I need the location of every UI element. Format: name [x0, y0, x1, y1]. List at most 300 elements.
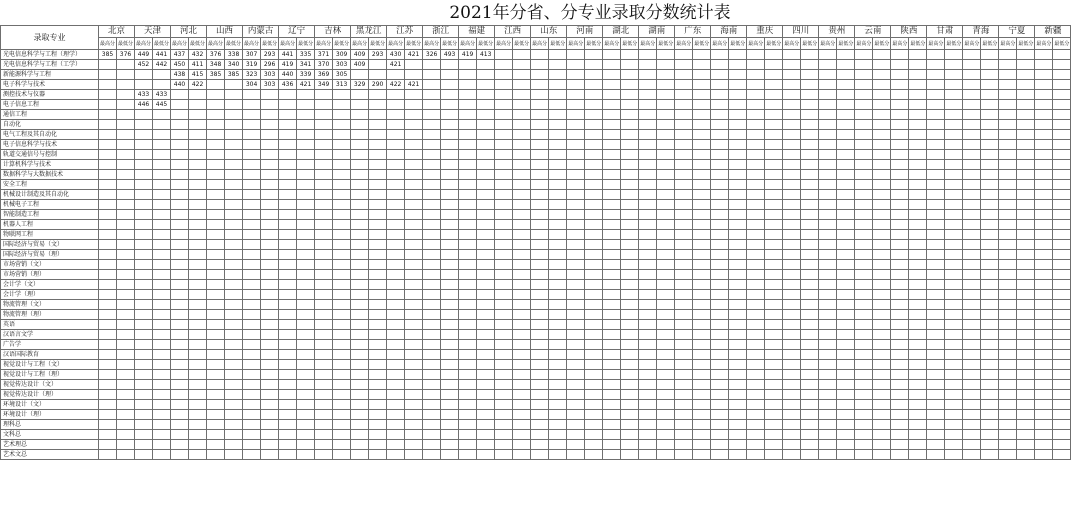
score-cell	[639, 260, 657, 270]
score-cell	[513, 390, 531, 400]
score-cell	[171, 450, 189, 460]
score-cell	[963, 330, 981, 340]
score-cell	[801, 70, 819, 80]
score-cell	[639, 120, 657, 130]
score-cell	[405, 190, 423, 200]
score-cell	[639, 230, 657, 240]
score-cell	[1017, 80, 1035, 90]
table-row	[1, 430, 1071, 440]
score-cell	[711, 220, 729, 230]
score-cell	[819, 190, 837, 200]
score-cell: 370	[315, 60, 333, 70]
score-cell	[441, 130, 459, 140]
score-cell	[999, 410, 1017, 420]
score-cell	[135, 310, 153, 320]
score-cell	[243, 300, 261, 310]
min-score-header: 最低分	[801, 38, 819, 50]
score-cell	[423, 360, 441, 370]
score-cell	[765, 300, 783, 310]
score-cell	[1035, 170, 1053, 180]
score-cell	[477, 180, 495, 190]
score-cell: 413	[477, 50, 495, 60]
score-cell	[981, 450, 999, 460]
score-cell	[603, 350, 621, 360]
score-cell	[657, 130, 675, 140]
score-cell	[747, 380, 765, 390]
score-cell	[171, 260, 189, 270]
min-score-header: 最低分	[225, 38, 243, 50]
score-cell	[513, 360, 531, 370]
score-cell	[369, 280, 387, 290]
score-cell	[117, 360, 135, 370]
score-cell	[567, 250, 585, 260]
score-cell	[423, 300, 441, 310]
score-cell	[297, 160, 315, 170]
score-cell	[207, 390, 225, 400]
score-cell	[387, 390, 405, 400]
score-cell	[117, 280, 135, 290]
score-cell	[549, 340, 567, 350]
score-cell	[729, 90, 747, 100]
score-cell	[135, 180, 153, 190]
score-cell	[981, 120, 999, 130]
score-cell	[801, 170, 819, 180]
score-cell	[837, 90, 855, 100]
score-cell	[333, 350, 351, 360]
score-cell	[369, 100, 387, 110]
score-cell	[135, 440, 153, 450]
score-cell	[1035, 320, 1053, 330]
score-cell	[603, 130, 621, 140]
score-cell	[297, 210, 315, 220]
score-cell	[909, 110, 927, 120]
score-cell	[1053, 190, 1071, 200]
score-cell	[657, 80, 675, 90]
score-cell	[963, 340, 981, 350]
score-cell	[711, 100, 729, 110]
score-cell	[801, 390, 819, 400]
score-cell	[981, 440, 999, 450]
score-cell	[531, 390, 549, 400]
score-cell	[315, 360, 333, 370]
score-cell	[225, 210, 243, 220]
score-cell	[315, 250, 333, 260]
score-cell	[423, 240, 441, 250]
score-cell	[891, 180, 909, 190]
score-cell	[99, 300, 117, 310]
score-cell	[603, 310, 621, 320]
score-cell	[873, 110, 891, 120]
score-cell	[459, 210, 477, 220]
score-cell	[495, 280, 513, 290]
score-cell	[513, 330, 531, 340]
score-cell: 323	[243, 70, 261, 80]
score-cell: 432	[189, 50, 207, 60]
score-cell	[783, 220, 801, 230]
score-cell	[1053, 170, 1071, 180]
score-cell	[189, 180, 207, 190]
score-cell	[279, 270, 297, 280]
score-cell	[855, 220, 873, 230]
province-header: 福建	[459, 26, 495, 38]
score-cell	[1053, 180, 1071, 190]
score-cell	[207, 260, 225, 270]
score-cell: 421	[387, 60, 405, 70]
score-cell	[495, 60, 513, 70]
score-cell	[837, 170, 855, 180]
score-cell	[405, 430, 423, 440]
score-cell	[1053, 370, 1071, 380]
score-cell	[1035, 330, 1053, 340]
score-cell	[891, 410, 909, 420]
score-cell	[675, 90, 693, 100]
score-cell	[963, 170, 981, 180]
score-cell	[351, 360, 369, 370]
score-cell	[981, 90, 999, 100]
score-cell	[279, 100, 297, 110]
score-cell	[945, 450, 963, 460]
score-cell	[999, 350, 1017, 360]
score-cell	[513, 100, 531, 110]
score-cell	[801, 100, 819, 110]
score-cell	[873, 180, 891, 190]
score-cell	[765, 190, 783, 200]
score-cell	[387, 210, 405, 220]
score-cell	[351, 340, 369, 350]
min-score-header: 最低分	[909, 38, 927, 50]
score-cell	[405, 170, 423, 180]
score-cell	[369, 90, 387, 100]
score-cell	[1035, 420, 1053, 430]
score-cell	[441, 160, 459, 170]
score-cell	[675, 230, 693, 240]
score-cell	[477, 240, 495, 250]
score-cell	[387, 360, 405, 370]
score-cell: 303	[333, 60, 351, 70]
score-cell	[387, 320, 405, 330]
score-cell	[189, 140, 207, 150]
score-cell	[765, 360, 783, 370]
score-cell	[405, 340, 423, 350]
score-cell	[153, 170, 171, 180]
score-cell	[243, 280, 261, 290]
score-cell	[621, 350, 639, 360]
major-name: 市场营销（文）	[1, 260, 99, 270]
score-cell	[297, 100, 315, 110]
score-cell	[441, 190, 459, 200]
score-cell	[909, 210, 927, 220]
score-cell	[783, 230, 801, 240]
score-cell	[819, 350, 837, 360]
score-cell	[909, 180, 927, 190]
score-cell	[333, 440, 351, 450]
score-cell: 335	[297, 50, 315, 60]
score-cell	[567, 420, 585, 430]
score-cell	[423, 260, 441, 270]
score-cell	[621, 430, 639, 440]
score-cell	[135, 150, 153, 160]
score-cell	[675, 330, 693, 340]
score-cell	[603, 70, 621, 80]
score-cell	[189, 100, 207, 110]
score-cell	[171, 230, 189, 240]
score-cell	[117, 370, 135, 380]
score-cell	[225, 160, 243, 170]
score-cell	[207, 250, 225, 260]
score-cell	[1017, 390, 1035, 400]
score-cell	[441, 270, 459, 280]
province-header: 海南	[711, 26, 747, 38]
score-cell	[603, 260, 621, 270]
score-cell	[639, 110, 657, 120]
score-cell	[909, 90, 927, 100]
score-cell	[963, 390, 981, 400]
score-cell	[423, 110, 441, 120]
score-cell	[225, 130, 243, 140]
score-cell	[963, 420, 981, 430]
score-cell: 449	[135, 50, 153, 60]
score-cell	[171, 190, 189, 200]
score-cell	[351, 380, 369, 390]
score-cell	[351, 230, 369, 240]
score-cell	[585, 380, 603, 390]
score-cell	[549, 440, 567, 450]
score-cell	[351, 120, 369, 130]
score-cell	[171, 410, 189, 420]
score-cell	[945, 320, 963, 330]
score-cell	[675, 380, 693, 390]
score-cell	[477, 150, 495, 160]
score-cell	[297, 370, 315, 380]
score-cell	[189, 290, 207, 300]
score-cell	[495, 80, 513, 90]
score-cell: 329	[351, 80, 369, 90]
score-cell	[387, 160, 405, 170]
score-cell	[225, 140, 243, 150]
score-cell	[1017, 160, 1035, 170]
score-cell	[819, 340, 837, 350]
score-cell	[441, 250, 459, 260]
score-cell	[927, 250, 945, 260]
score-cell	[873, 70, 891, 80]
score-cell	[549, 310, 567, 320]
score-cell	[477, 190, 495, 200]
score-cell	[1017, 290, 1035, 300]
score-cell	[261, 370, 279, 380]
score-cell	[603, 390, 621, 400]
score-cell	[189, 250, 207, 260]
score-cell	[801, 210, 819, 220]
score-cell	[1035, 250, 1053, 260]
score-cell	[549, 250, 567, 260]
score-cell	[657, 420, 675, 430]
score-cell	[243, 430, 261, 440]
score-cell	[621, 160, 639, 170]
score-cell	[729, 260, 747, 270]
score-cell	[1053, 410, 1071, 420]
score-cell	[549, 220, 567, 230]
score-cell	[495, 310, 513, 320]
score-cell	[999, 440, 1017, 450]
score-cell	[999, 370, 1017, 380]
score-cell	[261, 90, 279, 100]
score-cell	[243, 120, 261, 130]
score-cell	[765, 350, 783, 360]
score-cell	[549, 140, 567, 150]
score-cell	[297, 270, 315, 280]
score-cell	[747, 420, 765, 430]
score-cell	[243, 340, 261, 350]
score-cell	[909, 230, 927, 240]
score-cell	[837, 160, 855, 170]
score-cell	[423, 80, 441, 90]
score-cell	[585, 170, 603, 180]
score-cell	[603, 320, 621, 330]
score-cell	[603, 340, 621, 350]
score-cell	[729, 450, 747, 460]
score-cell	[693, 310, 711, 320]
score-cell	[369, 320, 387, 330]
score-cell	[351, 390, 369, 400]
score-cell	[891, 230, 909, 240]
score-cell	[189, 450, 207, 460]
score-cell	[981, 270, 999, 280]
score-cell	[783, 50, 801, 60]
score-cell	[855, 370, 873, 380]
score-cell	[711, 160, 729, 170]
score-cell	[585, 250, 603, 260]
score-cell	[1035, 180, 1053, 190]
score-cell	[495, 50, 513, 60]
score-cell	[153, 270, 171, 280]
score-cell	[585, 390, 603, 400]
score-cell	[927, 270, 945, 280]
score-cell	[315, 100, 333, 110]
province-header: 江苏	[387, 26, 423, 38]
score-cell	[657, 120, 675, 130]
score-cell	[819, 370, 837, 380]
score-cell	[765, 50, 783, 60]
score-cell	[531, 50, 549, 60]
score-cell	[513, 200, 531, 210]
score-cell	[459, 340, 477, 350]
score-cell	[405, 70, 423, 80]
score-cell	[387, 280, 405, 290]
table-row	[1, 90, 1071, 100]
score-cell	[747, 350, 765, 360]
score-cell	[999, 250, 1017, 260]
min-score-header: 最低分	[981, 38, 999, 50]
score-cell	[225, 440, 243, 450]
score-cell	[549, 350, 567, 360]
score-cell	[855, 190, 873, 200]
score-cell	[855, 110, 873, 120]
score-cell	[531, 260, 549, 270]
score-cell	[351, 290, 369, 300]
score-cell	[531, 450, 549, 460]
score-cell	[585, 100, 603, 110]
score-cell	[657, 430, 675, 440]
score-cell	[927, 380, 945, 390]
score-cell	[405, 440, 423, 450]
score-cell	[1053, 380, 1071, 390]
score-cell	[207, 300, 225, 310]
score-cell	[963, 360, 981, 370]
score-cell	[927, 330, 945, 340]
score-cell	[765, 450, 783, 460]
score-cell	[981, 250, 999, 260]
score-cell	[1053, 310, 1071, 320]
score-cell	[513, 240, 531, 250]
score-cell	[693, 230, 711, 240]
score-cell	[1017, 340, 1035, 350]
score-cell	[315, 140, 333, 150]
score-cell	[315, 160, 333, 170]
score-cell: 349	[315, 80, 333, 90]
score-cell	[189, 210, 207, 220]
score-cell	[441, 450, 459, 460]
score-cell	[153, 350, 171, 360]
score-cell	[1017, 250, 1035, 260]
score-cell	[423, 310, 441, 320]
score-cell	[981, 310, 999, 320]
score-cell	[747, 210, 765, 220]
score-cell	[279, 220, 297, 230]
score-cell	[135, 270, 153, 280]
score-cell	[225, 450, 243, 460]
score-cell	[873, 320, 891, 330]
score-cell	[657, 140, 675, 150]
score-cell	[819, 160, 837, 170]
score-cell	[801, 310, 819, 320]
score-cell	[963, 120, 981, 130]
score-cell	[279, 440, 297, 450]
score-cell	[297, 300, 315, 310]
score-cell	[1017, 370, 1035, 380]
score-cell	[693, 360, 711, 370]
score-cell	[855, 350, 873, 360]
score-cell	[747, 240, 765, 250]
score-cell	[819, 130, 837, 140]
score-cell	[909, 150, 927, 160]
score-cell	[819, 290, 837, 300]
score-cell	[855, 50, 873, 60]
score-cell	[171, 120, 189, 130]
score-cell	[459, 80, 477, 90]
score-cell	[855, 330, 873, 340]
score-cell	[783, 360, 801, 370]
score-cell	[351, 310, 369, 320]
score-cell	[171, 180, 189, 190]
score-cell	[405, 160, 423, 170]
score-cell	[945, 370, 963, 380]
score-cell	[873, 130, 891, 140]
score-cell	[279, 330, 297, 340]
score-cell	[783, 450, 801, 460]
score-cell	[351, 450, 369, 460]
score-cell	[279, 300, 297, 310]
score-cell: 419	[279, 60, 297, 70]
score-cell	[981, 180, 999, 190]
score-cell	[585, 150, 603, 160]
score-cell	[693, 300, 711, 310]
score-cell	[99, 70, 117, 80]
score-cell	[567, 60, 585, 70]
score-cell	[99, 440, 117, 450]
score-cell	[873, 410, 891, 420]
table-row	[1, 140, 1071, 150]
score-cell	[477, 410, 495, 420]
